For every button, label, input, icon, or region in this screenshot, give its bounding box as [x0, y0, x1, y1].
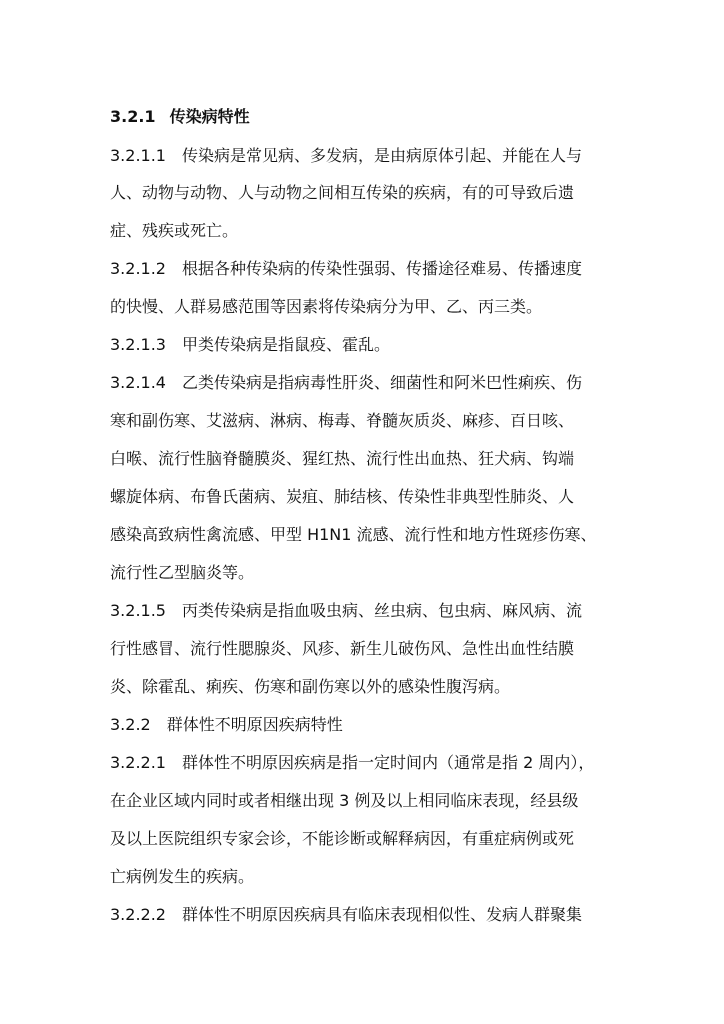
- section-heading-number: 3.2.1: [110, 107, 156, 126]
- text-line: 症、残疾或死亡。: [110, 221, 239, 240]
- section-heading: [110, 107, 630, 127]
- text-line: 3.2.2.2 群体性不明原因疾病具有临床表现相似性、发病人群聚集: [110, 905, 582, 924]
- text-line: 人、动物与动物、人与动物之间相互传染的疾病，有的可导致后遗: [110, 183, 575, 202]
- text-line: 亡病例发生的疾病。: [110, 867, 255, 886]
- text-line: 3.2.1.4 乙类传染病是指病毒性肝炎、细菌性和阿米巴性痢疾、伤: [110, 373, 582, 392]
- text-line: 3.2.1.5 丙类传染病是指血吸虫病、丝虫病、包虫病、麻风病、流: [110, 601, 582, 620]
- text-line: 3.2.1.3 甲类传染病是指鼠疫、霍乱。: [110, 335, 390, 354]
- text-line: 3.2.1.1 传染病是常见病、多发病，是由病原体引起、并能在人与: [110, 146, 582, 165]
- text-line: 在企业区域内同时或者相继出现 3 例及以上相同临床表现，经县级: [110, 791, 579, 810]
- text-line: 流行性乙型脑炎等。: [110, 563, 255, 582]
- text-line: 3.2.2.1 群体性不明原因疾病是指一定时间内（通常是指 2 周内），: [110, 753, 595, 772]
- text-line: 行性感冒、流行性腮腺炎、风疹、新生儿破伤风、急性出血性结膜: [110, 639, 575, 658]
- subsection-heading: 3.2.2 群体性不明原因疾病特性: [110, 715, 343, 734]
- text-line: 及以上医院组织专家会诊，不能诊断或解释病因，有重症病例或死: [110, 829, 575, 848]
- text-line: 感染高致病性禽流感、甲型 H1N1 流感、流行性和地方性斑疹伤寒、: [110, 525, 597, 544]
- text-line: 3.2.1.2 根据各种传染病的传染性强弱、传播途径难易、传播速度: [110, 259, 582, 278]
- text-line: 白喉、流行性脑脊髓膜炎、猩红热、流行性出血热、狂犬病、钩端: [110, 449, 575, 468]
- section-heading-title: 传染病特性: [169, 107, 250, 126]
- text-line: 螺旋体病、布鲁氏菌病、炭疽、肺结核、传染性非典型性肺炎、人: [110, 487, 575, 506]
- text-line: 寒和副伤寒、艾滋病、淋病、梅毒、脊髓灰质炎、麻疹、百日咳、: [110, 411, 575, 430]
- text-line: 炎、除霍乱、痢疾、伤寒和副伤寒以外的感染性腹泻病。: [110, 677, 511, 696]
- text-line: 的快慢、人群易感范围等因素将传染病分为甲、乙、丙三类。: [110, 297, 543, 316]
